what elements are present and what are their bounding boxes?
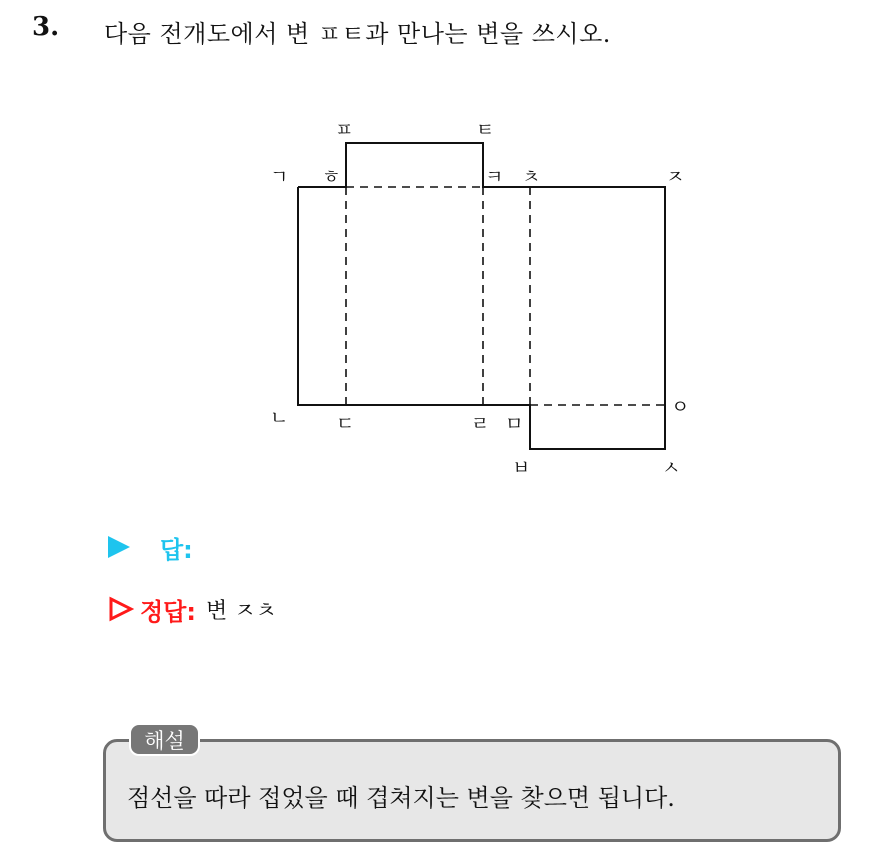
vertex-label-d: ㄷ [336, 413, 355, 435]
answer-label: 답: [160, 535, 193, 564]
correct-answer-label: 정답: [140, 597, 196, 626]
vertex-label-g: ㄱ [270, 166, 289, 188]
vertex-label-r: ㄹ [471, 413, 490, 435]
outline-triangle-icon [108, 596, 134, 622]
net-outline [298, 143, 665, 449]
question-text: 다음 전개도에서 변 ㅍㅌ과 만나는 변을 쓰시오. [104, 20, 611, 48]
vertex-label-h: ㅎ [322, 166, 341, 188]
play-triangle-icon [108, 536, 130, 558]
answer-row [108, 532, 193, 562]
solution-tab: 해설 [129, 723, 200, 756]
vertex-label-j: ㅈ [666, 166, 685, 188]
vertex-label-m: ㅁ [505, 413, 524, 435]
vertex-label-s: ㅅ [662, 457, 681, 479]
vertex-label-ch: ㅊ [522, 166, 541, 188]
vertex-label-n: ㄴ [270, 407, 289, 429]
correct-answer-value: 변 ㅈㅊ [205, 598, 277, 624]
vertex-label-k: ㅋ [485, 166, 504, 188]
vertex-label-p: ㅍ [335, 119, 354, 141]
solution-text: 점선을 따라 접었을 때 겹쳐지는 변을 찾으면 됩니다. [127, 784, 675, 812]
correct-answer-row [108, 592, 277, 626]
vertex-label-t: ㅌ [476, 119, 495, 141]
vertex-label-b: ㅂ [512, 457, 531, 479]
vertex-label-o: ㅇ [671, 396, 690, 418]
question-number: 3. [32, 12, 60, 42]
